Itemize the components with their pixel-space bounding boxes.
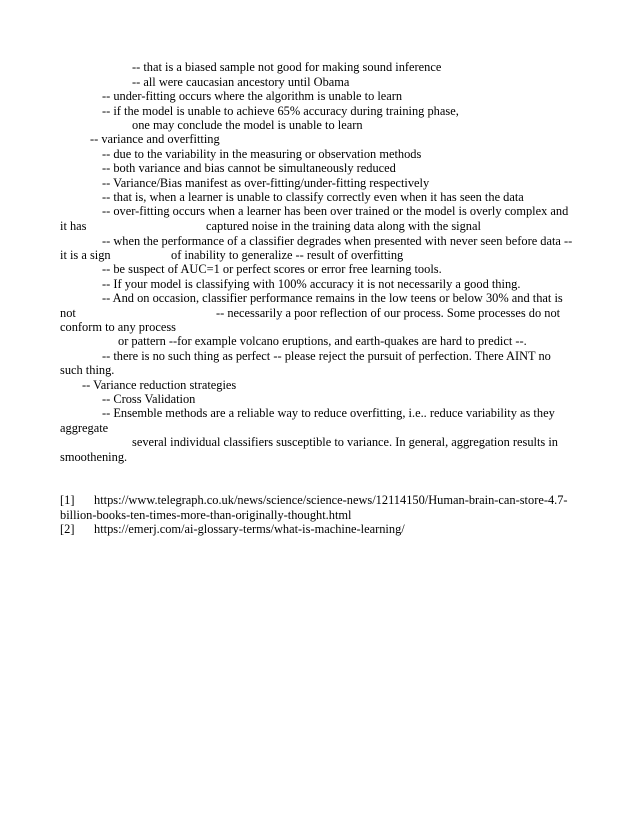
text-line: -- due to the variability in the measuring or observation methods bbox=[102, 147, 422, 161]
text-line: -- under-fitting occurs where the algorithm is unable to learn bbox=[102, 89, 403, 103]
text-line: aggregate bbox=[60, 421, 109, 435]
text-line: of inability to generalize -- result of overfitting bbox=[171, 248, 404, 262]
text-line: -- there is no such thing as perfect -- please reject the pursuit of perfection. There AINT no bbox=[102, 349, 551, 363]
text-line: not bbox=[60, 306, 76, 320]
text-line: it is a sign bbox=[60, 248, 111, 262]
reference-link[interactable]: https://emerj.com/ai-glossary-terms/what-is-machine-learning/ bbox=[94, 522, 405, 536]
text-line: -- And on occasion, classifier performance remains in the low teens or below 30% and that is bbox=[102, 291, 563, 305]
text-line: or pattern --for example volcano eruptions, and earth-quakes are hard to predict --. bbox=[118, 334, 527, 348]
text-line: -- that is, when a learner is unable to classify correctly even when it has seen the data bbox=[102, 190, 524, 204]
reference-link-continuation[interactable]: billion-books-ten-times-more-than-originally-thought.html bbox=[60, 508, 352, 522]
text-line: conform to any process bbox=[60, 320, 176, 334]
text-line: -- that is a biased sample not good for making sound inference bbox=[132, 60, 442, 74]
reference-marker: [2] bbox=[60, 522, 75, 536]
text-line: -- when the performance of a classifier degrades when presented with never seen before data -- bbox=[102, 234, 573, 248]
text-line: smoothening. bbox=[60, 450, 128, 464]
text-line: -- be suspect of AUC=1 or perfect scores or error free learning tools. bbox=[102, 262, 442, 276]
text-line: it has bbox=[60, 219, 87, 233]
text-line: -- necessarily a poor reflection of our process. Some processes do not bbox=[216, 306, 561, 320]
text-line: several individual classifiers susceptible to variance. In general, aggregation results in bbox=[132, 435, 558, 449]
reference-marker: [1] bbox=[60, 493, 75, 507]
reference-link[interactable]: https://www.telegraph.co.uk/news/science/science-news/12114150/Human-brain-can-store-4.7- bbox=[94, 493, 568, 507]
text-line: -- Variance reduction strategies bbox=[82, 378, 237, 392]
text-line: -- if the model is unable to achieve 65% accuracy during training phase, bbox=[102, 104, 459, 118]
text-line: -- Ensemble methods are a reliable way to reduce overfitting, i.e.. reduce variability as they bbox=[102, 406, 555, 420]
text-line: -- over-fitting occurs when a learner has been over trained or the model is overly complex and bbox=[102, 204, 569, 218]
text-line: -- both variance and bias cannot be simultaneously reduced bbox=[102, 161, 396, 175]
text-line: -- If your model is classifying with 100% accuracy it is not necessarily a good thing. bbox=[102, 277, 521, 291]
text-line: one may conclude the model is unable to learn bbox=[132, 118, 363, 132]
text-line: captured noise in the training data along with the signal bbox=[206, 219, 481, 233]
text-line: -- Variance/Bias manifest as over-fitting/under-fitting respectively bbox=[102, 176, 430, 190]
text-line: -- Cross Validation bbox=[102, 392, 196, 406]
text-line: -- all were caucasian ancestory until Obama bbox=[132, 75, 350, 89]
text-line: -- variance and overfitting bbox=[90, 132, 220, 146]
text-line: such thing. bbox=[60, 363, 115, 377]
